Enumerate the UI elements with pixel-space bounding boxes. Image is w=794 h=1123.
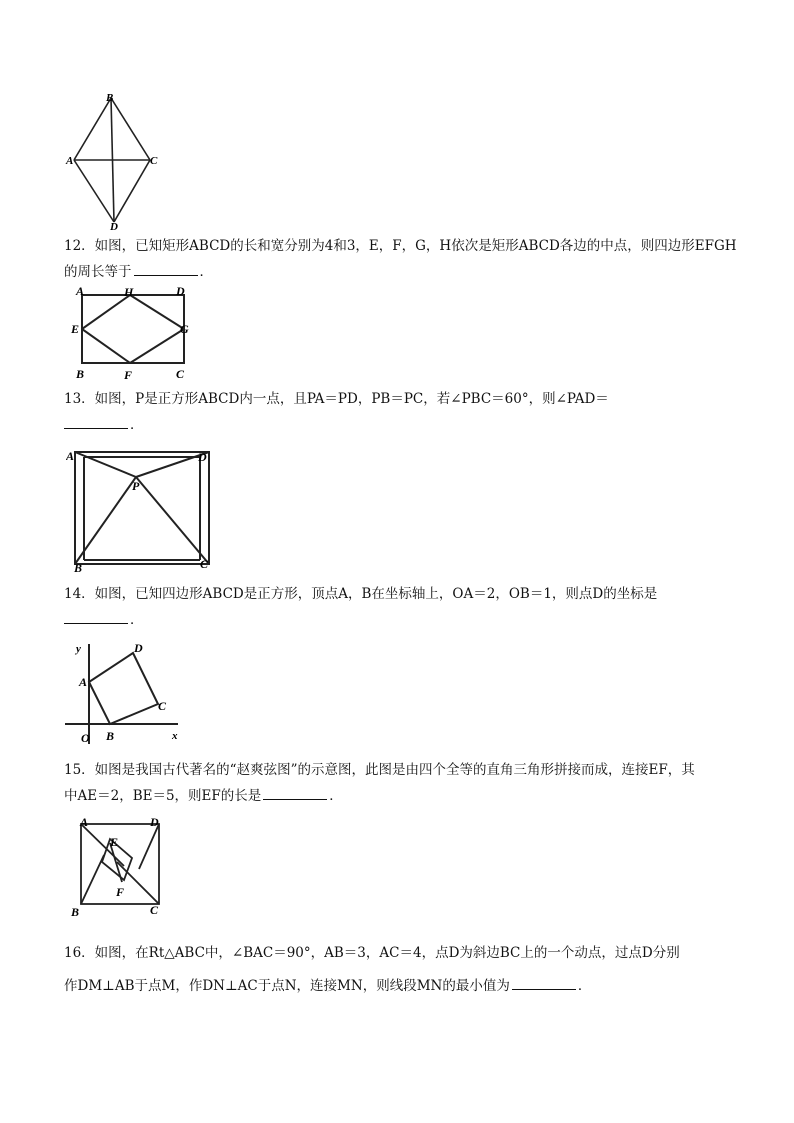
label-e: E <box>110 835 119 849</box>
q14-answer-blank[interactable] <box>64 610 128 624</box>
label-g: G <box>180 322 189 336</box>
label-a: A <box>79 675 88 689</box>
q13-line1: 13．如图，P是正方形ABCD内一点，且PA＝PD，PB＝PC，若∠PBC＝60°，则∠PAD＝ <box>64 391 609 407</box>
label-h: H <box>124 285 134 299</box>
label-p: P <box>132 479 140 493</box>
label-d: D <box>134 641 143 655</box>
label-f: F <box>116 885 125 899</box>
label-x: x <box>172 730 178 742</box>
q15-line2-end: ． <box>329 788 343 804</box>
label-d: D <box>150 815 159 829</box>
label-y: y <box>76 643 81 655</box>
q14-line1: 14．如图，已知四边形ABCD是正方形，顶点A，B在坐标轴上，OA＝2，OB＝1，则点D的坐标是 <box>64 586 658 602</box>
q12-line2-end: ． <box>199 264 213 280</box>
label-e: E <box>71 322 80 336</box>
rhombus-figure <box>62 90 162 230</box>
label-a: A <box>80 815 89 829</box>
label-f: F <box>124 368 133 382</box>
label-d: D <box>110 221 118 230</box>
q15-answer-blank[interactable] <box>263 786 327 800</box>
q16-line2 <box>64 976 591 995</box>
label-b: B <box>106 729 115 743</box>
label-c: C <box>158 699 167 713</box>
label-b: B <box>74 561 83 574</box>
label-d: D <box>176 284 185 298</box>
q12-answer-blank[interactable] <box>134 262 198 276</box>
label-d: D <box>198 450 207 464</box>
label-a: A <box>66 155 74 167</box>
label-c: C <box>200 557 209 571</box>
label-c: C <box>150 155 158 167</box>
label-b: B <box>106 92 114 104</box>
q14-line2-end: ． <box>130 612 144 628</box>
label-b: B <box>71 905 80 919</box>
label-a: A <box>76 284 85 298</box>
q13-line2 <box>64 415 144 434</box>
label-c: C <box>176 367 185 381</box>
q13-line2-end: ． <box>130 417 144 433</box>
q16-answer-blank[interactable] <box>512 976 576 990</box>
q12-line2 <box>64 262 213 281</box>
zhao-shuang-figure <box>64 810 174 922</box>
rectangle-efgh-figure <box>66 283 196 383</box>
q16-line2-end: ． <box>577 978 592 994</box>
q14-line2 <box>64 610 144 629</box>
coordinate-square-figure <box>62 636 187 754</box>
q15-line2 <box>64 786 343 805</box>
label-b: B <box>76 367 85 381</box>
q15-line1: 15．如图是我国古代著名的“赵爽弦图”的示意图，此图是由四个全等的直角三角形拼接而成，连接EF，其 <box>64 762 695 778</box>
q12-line1: 12．如图，已知矩形ABCD的长和宽分别为4和3，E，F，G，H依次是矩形ABCD各边的中点，则四边形EFGH <box>64 238 737 254</box>
q15-line2-text: 中AE＝2，BE＝5，则EF的长是 <box>64 788 262 804</box>
square-p-figure <box>66 444 216 574</box>
q13-answer-blank[interactable] <box>64 415 128 429</box>
label-c: C <box>150 903 159 917</box>
q12-line2-text: 的周长等于 <box>64 264 132 280</box>
q16-line2-text: 作DM⊥AB于点M，作DN⊥AC于点N，连接MN，则线段MN的最小值为 <box>64 978 510 994</box>
label-a: A <box>66 449 75 463</box>
q16-line1: 16．如图，在Rt△ABC中，∠BAC＝90°，AB＝3，AC＝4，点D为斜边BC上的一个动点，过点D分别 <box>64 945 680 961</box>
label-o: O <box>81 731 90 745</box>
